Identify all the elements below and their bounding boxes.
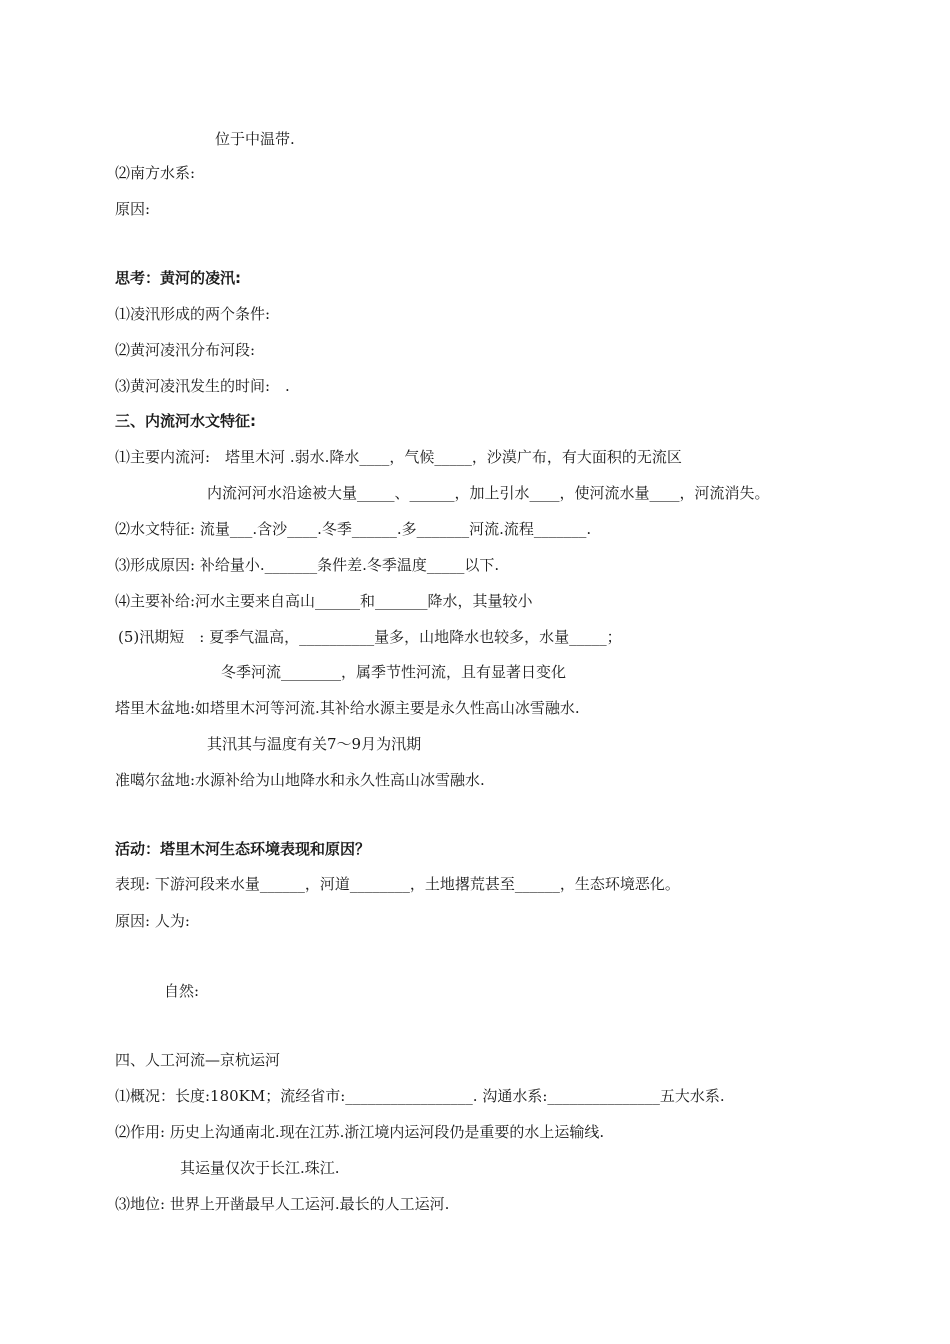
text-line-performance: 表现: 下游河段来水量______，河道________，土地撂荒甚至______，生态环境恶化。	[115, 875, 680, 893]
text-line-canal-overview: ⑴概况：长度:180KM；流经省市:_________________. 沟通水系:_______________五大水系.	[115, 1087, 725, 1105]
text-line-ice-flood-conditions: ⑴凌汛形成的两个条件:	[115, 305, 271, 323]
text-line-junggar-basin: 准噶尔盆地:水源补给为山地降水和永久性高山冰雪融水.	[115, 771, 485, 789]
text-line-ice-flood-time: ⑶黄河凌汛发生的时间: .	[115, 377, 290, 395]
heading-activity-tarim: 活动：塔里木河生态环境表现和原因？	[115, 840, 371, 858]
text-line-tarim-basin: 塔里木盆地:如塔里木河等河流.其补给水源主要是永久性高山冰雪融水.	[115, 699, 580, 717]
heading-grand-canal: 四、人工河流—京杭运河	[115, 1051, 281, 1069]
heading-inland-river: 三、内流河水文特征:	[115, 412, 256, 430]
text-line-winter-river: 冬季河流________，属季节性河流，且有显著日变化	[221, 663, 567, 681]
text-line-cause-human: 原因: 人为:	[115, 912, 190, 930]
text-line-flood-period: 其汛其与温度有关7～9月为汛期	[207, 735, 422, 753]
heading-ice-flood-think: 思考：黄河的凌汛:	[115, 269, 241, 287]
text-line-southern-water-system: ⑵南方水系:	[115, 164, 196, 182]
text-line-canal-function: ⑵作用: 历史上沟通南北.现在江苏.浙江境内运河段仍是重要的水上运输线.	[115, 1123, 605, 1141]
text-line-cause-nature: 自然:	[164, 982, 200, 1000]
text-line-main-recharge: ⑷主要补给:河水主要来自高山______和_______降水，其量较小	[115, 592, 533, 610]
text-line-formation-cause: ⑶形成原因: 补给量小._______条件差.冬季温度_____以下.	[115, 556, 500, 574]
text-line-canal-status: ⑶地位: 世界上开凿最早人工运河.最长的人工运河.	[115, 1195, 450, 1213]
text-line-temperate-zone: 位于中温带.	[215, 130, 295, 148]
text-line-short-flood-season: (5)汛期短 : 夏季气温高，__________量多，山地降水也较多，水量_____；	[118, 628, 622, 646]
text-line-reason: 原因:	[115, 200, 151, 218]
text-line-ice-flood-section: ⑵黄河凌汛分布河段:	[115, 341, 256, 359]
text-line-hydrologic-features: ⑵水文特征: 流量___.含沙____.冬季______.多_______河流.流程_______.	[115, 520, 592, 538]
text-line-river-disappears: 内流河河水沿途被大量_____、______，加上引水____，使河流水量____，河流消失。	[207, 484, 770, 502]
text-line-canal-volume: 其运量仅次于长江.珠江.	[180, 1159, 340, 1177]
text-line-main-inland-rivers: ⑴主要内流河: 塔里木河 .弱水.降水____，气候_____，沙漠广布，有大面积的无流区	[115, 448, 682, 466]
